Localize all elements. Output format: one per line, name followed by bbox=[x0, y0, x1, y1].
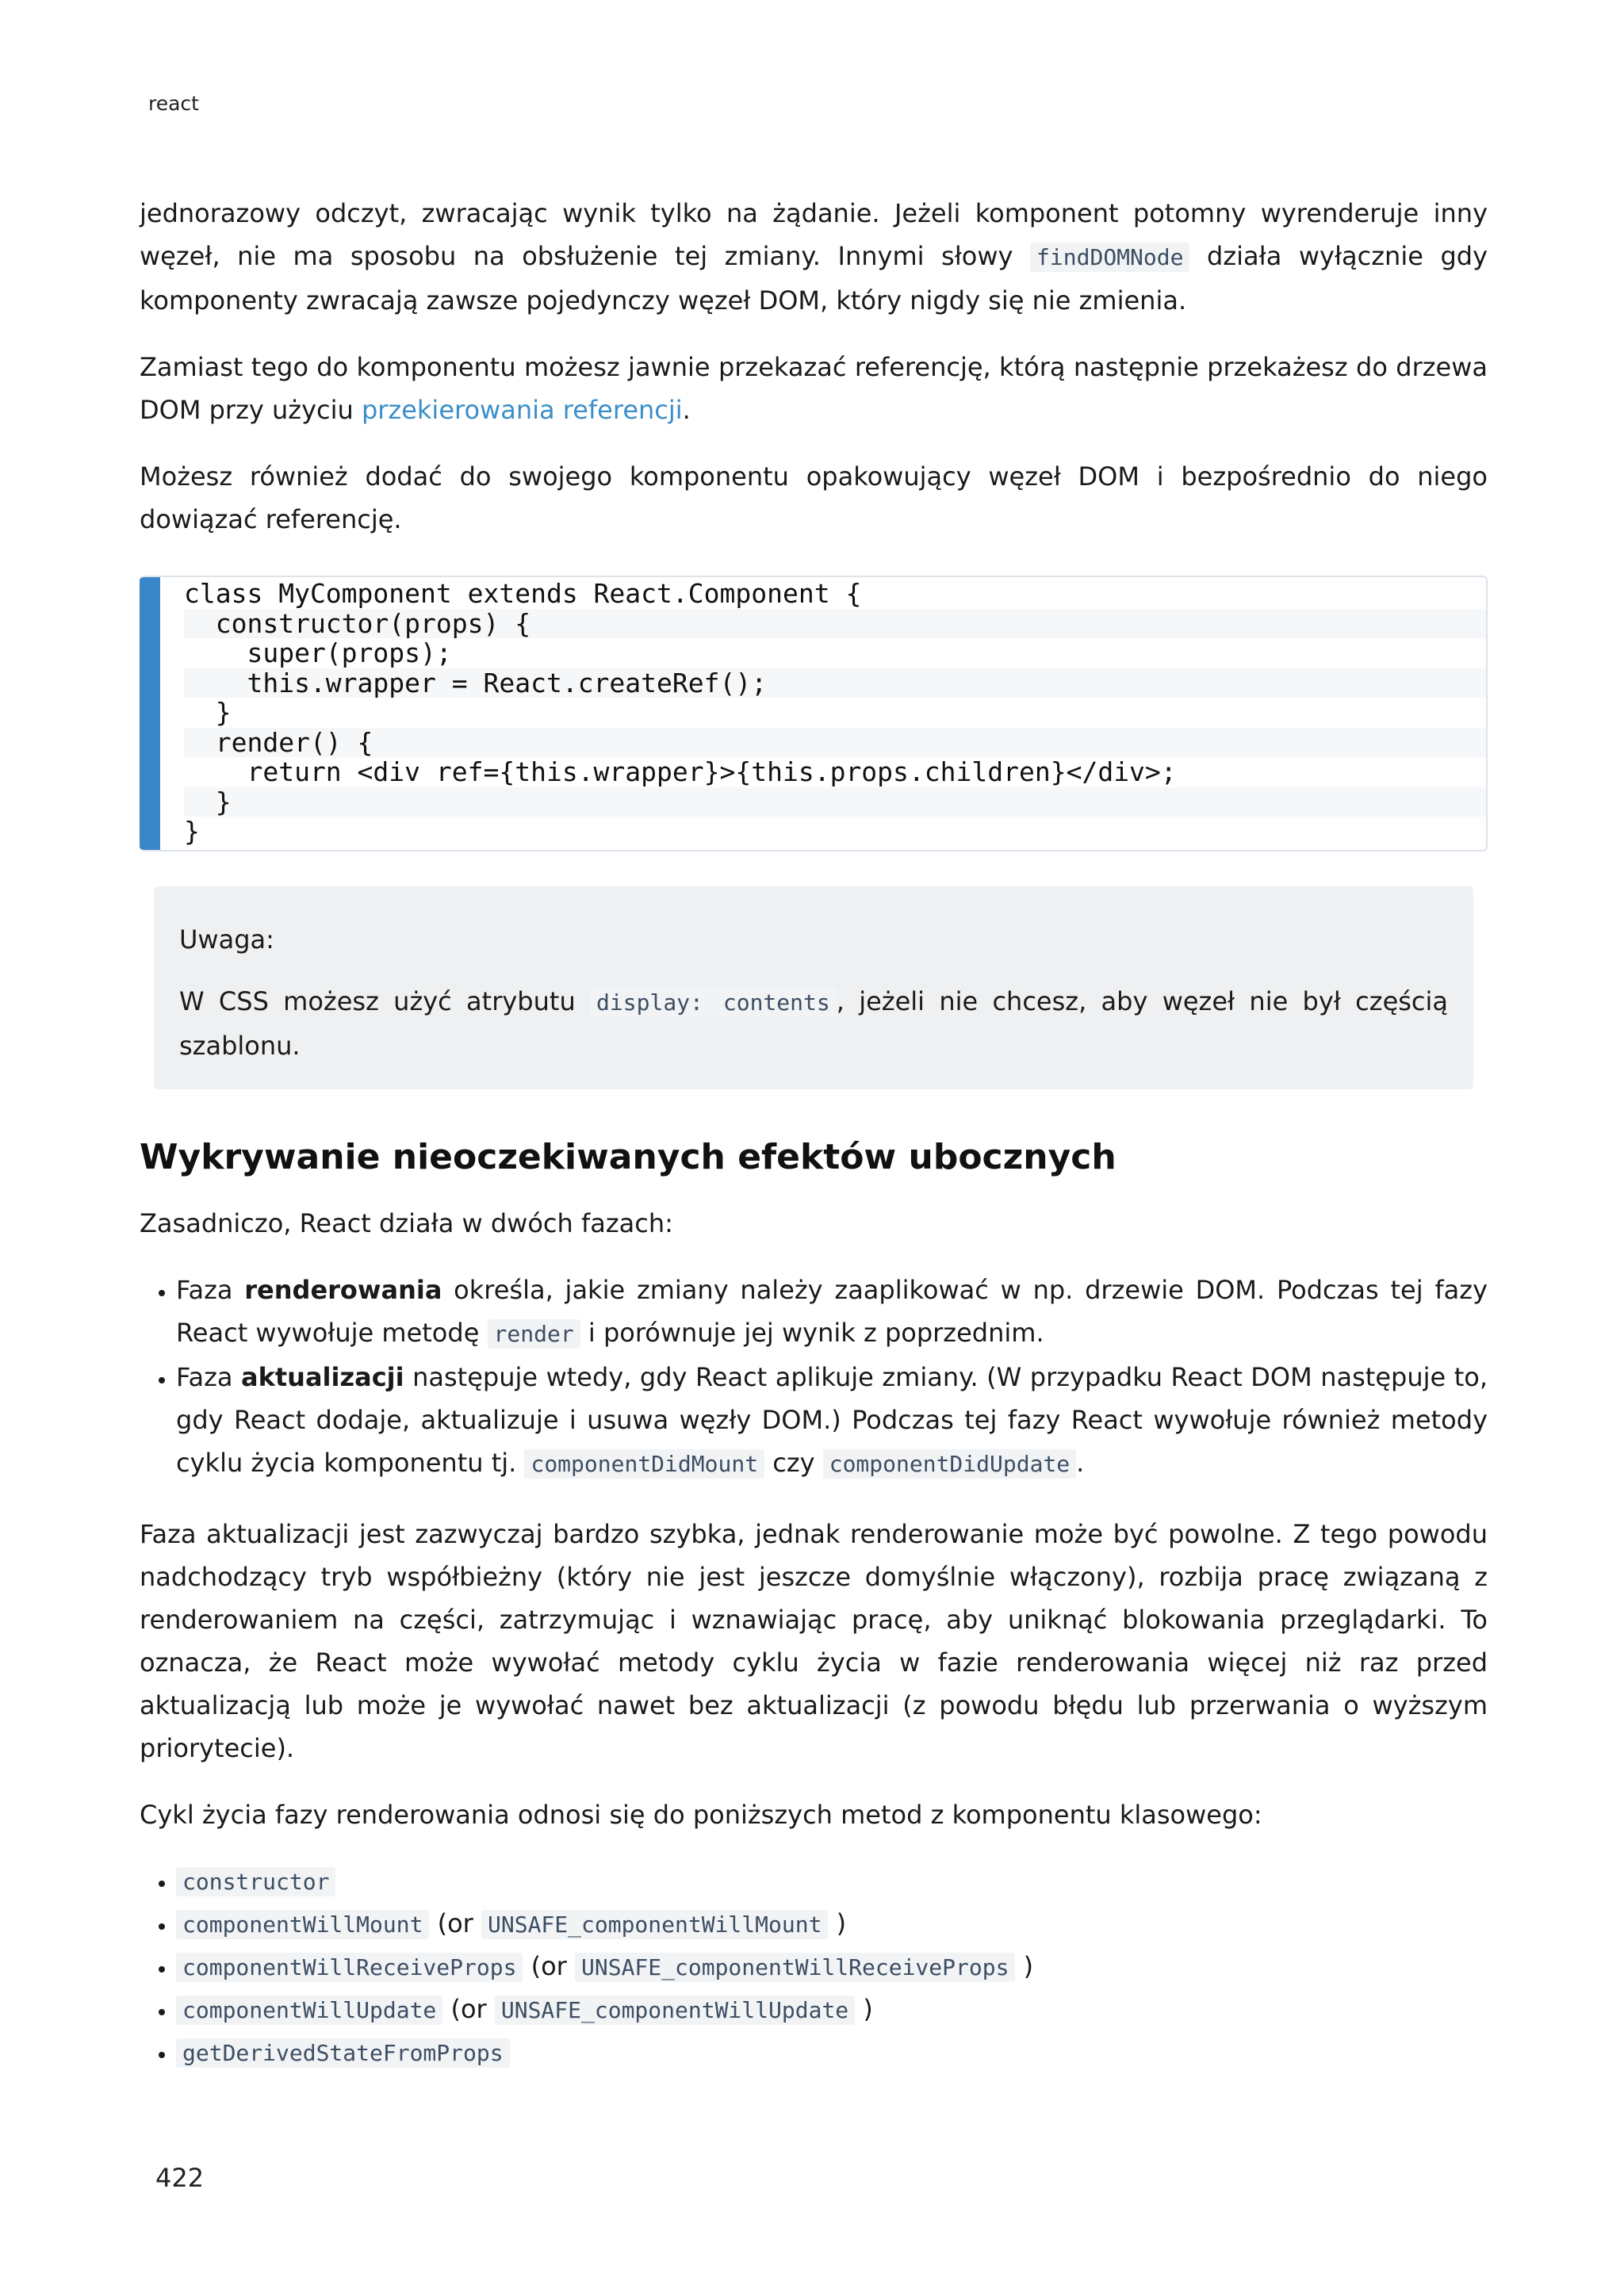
list-text: (or bbox=[429, 1908, 481, 1938]
note-title: Uwaga: bbox=[179, 924, 274, 955]
code-line: render() { bbox=[184, 728, 1486, 758]
bold-term: renderowania bbox=[244, 1274, 442, 1305]
inline-code: componentWillMount bbox=[176, 1910, 429, 1939]
inline-code: componentWillReceiveProps bbox=[176, 1953, 523, 1982]
paragraph-text: jednorazowy odczyt, zwracając wynik tylko na żądanie. Jeżeli komponent potomny wyrenderuje inny węzeł, nie ma sposobu na obsłużenie tej zmiany. Innymi słowy bbox=[140, 198, 1488, 271]
inline-code: componentDidMount bbox=[524, 1449, 764, 1479]
code-block bbox=[140, 576, 1488, 851]
list-item bbox=[176, 1269, 1488, 1356]
forwarding-refs-link[interactable]: przekierowania referencji bbox=[361, 395, 683, 425]
list-item bbox=[176, 1356, 1488, 1486]
section-heading: Wykrywanie nieoczekiwanych efektów ubocznych bbox=[140, 1136, 1116, 1177]
code-block-accent-bar bbox=[140, 577, 160, 850]
list-item bbox=[176, 1988, 1488, 2031]
code-line: this.wrapper = React.createRef(); bbox=[184, 668, 1486, 698]
bold-term: aktualizacji bbox=[241, 1361, 404, 1392]
phases-list bbox=[140, 1269, 1488, 1486]
list-text: ) bbox=[1015, 1950, 1034, 1981]
inline-code: UNSAFE_componentWillReceiveProps bbox=[575, 1953, 1015, 1982]
list-text: następuje wtedy, gdy React aplikuje zmiany. (W przypadku React DOM następuje to, gdy React dodaje, aktualizuje i usuwa węzły DOM.) Podczas tej fazy React wywołuje również metody cyklu życia komponentu tj. bbox=[176, 1361, 1488, 1478]
list-item bbox=[176, 1946, 1488, 1988]
paragraph bbox=[140, 346, 1488, 431]
inline-code: constructor bbox=[176, 1867, 335, 1896]
note-text-part: , jeżeli nie chcesz, aby węzeł nie był częścią szablonu. bbox=[179, 985, 1449, 1061]
code-listing bbox=[140, 577, 1486, 850]
running-header: react bbox=[148, 92, 199, 115]
inline-code: render bbox=[488, 1319, 580, 1349]
list-item bbox=[176, 1903, 1488, 1946]
inline-code: UNSAFE_componentWillMount bbox=[481, 1910, 828, 1939]
code-line: return <div ref={this.wrapper}>{this.props.children}</div>; bbox=[184, 756, 1177, 787]
paragraph: Faza aktualizacji jest zazwyczaj bardzo szybka, jednak renderowanie może być powolne. Z tego powodu nadchodzący tryb współbieżny (który nie jest jeszcze domyślnie włączony), rozbija pracę związaną z renderowaniem na części, zatrzymując i wznawiając pracę, aby uniknąć blokowania przeglądarki. To oznacza, że React może wywołać metody cyklu życia w fazie renderowania więcej niż raz przed aktualizacją lub może je wywołać nawet bez aktualizacji (z powodu błędu lub przerwania o wyższym priorytecie). bbox=[140, 1518, 1488, 1763]
page-content bbox=[140, 192, 1488, 2101]
code-line: constructor(props) { bbox=[184, 609, 1486, 639]
inline-code: componentWillUpdate bbox=[176, 1996, 442, 2025]
paragraph-text: . bbox=[682, 395, 691, 425]
list-text: (or bbox=[523, 1950, 575, 1981]
paragraph-text: działa wyłącznie gdy komponenty zwracają zawsze pojedynczy węzeł DOM, który nigdy się nie zmienia. bbox=[140, 241, 1488, 316]
inline-code: findDOMNode bbox=[1030, 243, 1189, 272]
inline-code: componentDidUpdate bbox=[823, 1449, 1076, 1479]
list-text: Faza bbox=[176, 1274, 245, 1305]
list-text: . bbox=[1076, 1447, 1085, 1478]
note-text bbox=[179, 980, 1448, 1067]
lifecycle-methods-list bbox=[140, 1860, 1488, 2074]
list-text: ) bbox=[828, 1908, 847, 1938]
note-box bbox=[154, 886, 1473, 1089]
list-item bbox=[176, 2031, 1488, 2074]
paragraph: Możesz również dodać do swojego komponentu opakowujący węzeł DOM i bezpośrednio do niego dowiązać referencję. bbox=[140, 461, 1488, 534]
paragraph: Zasadniczo, React działa w dwóch fazach: bbox=[140, 1207, 673, 1238]
code-line: class MyComponent extends React.Component { bbox=[184, 578, 862, 609]
inline-code: UNSAFE_componentWillUpdate bbox=[495, 1996, 855, 2025]
list-text: ) bbox=[855, 1993, 873, 2024]
paragraph: Cykl życia fazy renderowania odnosi się do poniższych metod z komponentu klasowego: bbox=[140, 1799, 1262, 1830]
list-item bbox=[176, 1860, 1488, 1903]
code-line: } bbox=[184, 697, 232, 728]
code-line: super(props); bbox=[184, 637, 452, 668]
code-line: } bbox=[184, 787, 1486, 817]
code-line: } bbox=[184, 816, 200, 847]
list-text: i porównuje jej wynik z poprzednim. bbox=[580, 1317, 1044, 1348]
list-text: (or bbox=[442, 1993, 495, 2024]
list-text: czy bbox=[764, 1447, 823, 1478]
note-text-part: W CSS możesz użyć atrybutu bbox=[179, 985, 591, 1016]
inline-code: getDerivedStateFromProps bbox=[176, 2038, 510, 2068]
inline-code: display: contents bbox=[590, 988, 837, 1017]
paragraph bbox=[140, 192, 1488, 322]
list-text: Faza bbox=[176, 1361, 241, 1392]
page-number: 422 bbox=[155, 2163, 205, 2193]
list-text: określa, jakie zmiany należy zaaplikować w np. drzewie DOM. Podczas tej fazy React wywołuje metodę bbox=[176, 1274, 1488, 1348]
paragraph-text: Zamiast tego do komponentu możesz jawnie przekazać referencję, którą następnie przekażesz do drzewa DOM przy użyciu bbox=[140, 352, 1488, 425]
